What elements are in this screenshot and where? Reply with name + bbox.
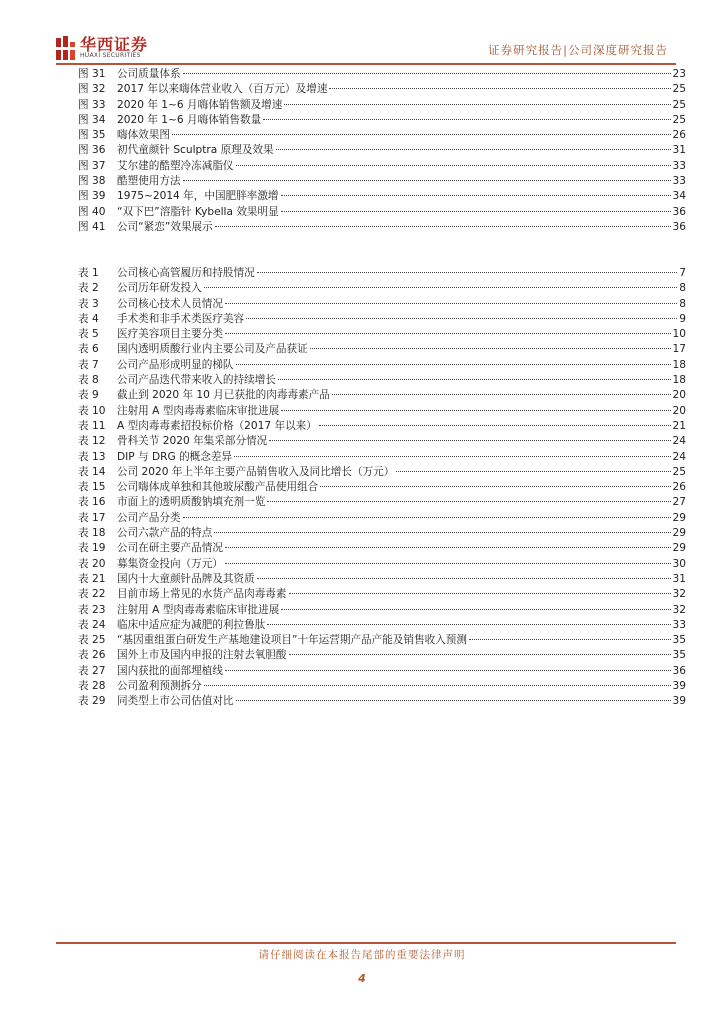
dot-leader (183, 73, 671, 74)
toc-entry[interactable] (78, 112, 686, 127)
entry-page-number: 33 (672, 618, 686, 631)
entry-label: 图 32 (78, 83, 106, 96)
entry-title: 目前市场上常见的水货产品肉毒毒素 (117, 588, 287, 601)
entry-label: 表 11 (78, 419, 106, 432)
entry-title: 公司在研主要产品情况 (117, 542, 223, 555)
entry-label: 表 1 (78, 267, 99, 279)
dot-leader (276, 149, 671, 150)
toc-entry[interactable] (78, 219, 686, 234)
dot-leader (225, 333, 671, 334)
entry-label: 表 20 (78, 557, 106, 570)
toc-entry[interactable] (78, 525, 686, 540)
toc-entry[interactable] (78, 204, 686, 219)
entry-label: 图 34 (78, 113, 106, 126)
logo-english-name: HUAXI SECURITIES (80, 52, 141, 59)
entry-label: 图 36 (78, 144, 106, 157)
entry-title: 注射用 A 型肉毒毒素临床审批进展 (117, 603, 280, 616)
entry-label: 表 5 (78, 328, 99, 341)
entry-page-number: 36 (672, 205, 686, 218)
entry-label: 图 38 (78, 175, 106, 188)
entry-label: 表 26 (78, 649, 106, 662)
entry-page-number: 8 (679, 297, 686, 310)
toc-entry[interactable] (78, 617, 686, 632)
entry-title: 公司盈利预测拆分 (117, 680, 202, 693)
toc-entry[interactable] (78, 341, 686, 356)
toc-entry[interactable] (78, 311, 686, 326)
entry-page-number: 39 (672, 680, 686, 693)
entry-page-number: 31 (672, 144, 686, 157)
entry-label: 表 27 (78, 664, 106, 677)
report-type-label: 证券研究报告|公司深度研究报告 (488, 43, 668, 57)
dot-leader (234, 456, 670, 457)
dot-leader (257, 272, 678, 273)
entry-page-number: 8 (679, 282, 686, 295)
entry-label: 表 8 (78, 374, 99, 387)
entry-page-number: 18 (672, 374, 686, 387)
toc-entry[interactable] (78, 188, 686, 203)
entry-label: 表 21 (78, 572, 106, 585)
footer-divider (56, 942, 676, 944)
dot-leader (319, 425, 671, 426)
entry-title: 市面上的透明质酸钠填充剂一览 (117, 496, 266, 509)
entry-title: 公司产品分类 (117, 511, 181, 524)
entry-label: 表 19 (78, 542, 106, 555)
entry-page-number: 35 (672, 634, 686, 647)
entry-title: 公司产品形成明显的梯队 (117, 358, 234, 371)
entry-label: 表 16 (78, 496, 106, 509)
entry-page-number: 20 (672, 389, 686, 402)
entry-title: 医疗美容项目主要分类 (117, 328, 223, 341)
dot-leader (183, 517, 671, 518)
entry-label: 图 39 (78, 190, 106, 203)
toc-entry[interactable] (78, 556, 686, 571)
dot-leader (183, 180, 671, 181)
entry-page-number: 25 (672, 83, 686, 96)
entry-title: “基因重组蛋白研发生产基地建设项目”十年运营期产品产能及销售收入预测 (117, 634, 467, 647)
dot-leader (236, 165, 671, 166)
entry-page-number: 26 (672, 481, 686, 494)
toc-entry[interactable] (78, 372, 686, 387)
dot-leader (281, 195, 671, 196)
dot-leader (267, 624, 670, 625)
entry-title: 公司历年研发投入 (117, 282, 202, 295)
entry-label: 图 40 (78, 205, 106, 218)
toc-entry[interactable] (78, 479, 686, 494)
toc-entry[interactable] (78, 632, 686, 647)
toc-entry[interactable] (78, 387, 686, 402)
entry-page-number: 33 (672, 159, 686, 172)
entry-page-number: 21 (672, 419, 686, 432)
entry-title: 2020 年 1~6 月嗨体销售额及增速 (117, 98, 283, 111)
entry-title: “双下巴”溶脂针 Kybella 效果明显 (117, 205, 279, 218)
dot-leader (332, 394, 671, 395)
toc-entry[interactable] (78, 464, 686, 479)
entry-label: 表 22 (78, 588, 106, 601)
entry-page-number: 9 (679, 312, 686, 325)
toc-entry[interactable] (78, 326, 686, 341)
entry-page-number: 25 (672, 98, 686, 111)
entry-title: 公司 2020 年上半年主要产品销售收入及同比增长（万元） (117, 465, 395, 478)
entry-label: 表 3 (78, 297, 99, 310)
dot-leader (267, 501, 670, 502)
entry-title: DIP 与 DRG 的概念差异 (117, 450, 233, 463)
entry-page-number: 18 (672, 358, 686, 371)
toc-entry[interactable] (78, 81, 686, 96)
toc-entry[interactable] (78, 494, 686, 509)
entry-page-number: 29 (672, 511, 686, 524)
entry-label: 表 23 (78, 603, 106, 616)
toc-entry[interactable] (78, 433, 686, 448)
dot-leader (225, 670, 671, 671)
entry-title: 注射用 A 型肉毒毒素临床审批进展 (117, 404, 280, 417)
entry-label: 表 12 (78, 435, 106, 448)
toc-entry[interactable] (78, 296, 686, 311)
entry-page-number: 7 (679, 267, 686, 279)
entry-title: 国内十大童颜针品牌及其资质 (117, 572, 255, 585)
entry-label: 表 10 (78, 404, 106, 417)
dot-leader (246, 318, 677, 319)
dot-leader (289, 654, 671, 655)
entry-label: 图 35 (78, 129, 106, 142)
entry-page-number: 36 (672, 220, 686, 233)
toc-entry[interactable] (78, 602, 686, 617)
dot-leader (204, 685, 671, 686)
entry-title: 临床中适应症为减肥的利拉鲁肽 (117, 618, 266, 631)
table-index-list (78, 265, 686, 709)
entry-label: 图 33 (78, 98, 106, 111)
entry-title: 公司质量体系 (117, 68, 181, 80)
entry-label: 表 13 (78, 450, 106, 463)
entry-label: 图 41 (78, 220, 106, 233)
dot-leader (236, 364, 671, 365)
entry-label: 图 31 (78, 68, 106, 80)
toc-entry[interactable] (78, 142, 686, 157)
entry-label: 表 14 (78, 465, 106, 478)
dot-leader (269, 440, 670, 441)
dot-leader (215, 226, 671, 227)
entry-title: 同类型上市公司估值对比 (117, 695, 234, 708)
entry-title: 1975~2014 年，中国肥胖率激增 (117, 190, 279, 203)
entry-label: 表 9 (78, 389, 99, 402)
entry-title: 2020 年 1~6 月嗨体销售数量 (117, 113, 262, 126)
entry-page-number: 30 (672, 557, 686, 570)
entry-title: 手术类和非手术类医疗美容 (117, 312, 245, 325)
dot-leader (278, 379, 671, 380)
entry-label: 表 28 (78, 680, 106, 693)
dot-leader (329, 88, 670, 89)
entry-page-number: 33 (672, 175, 686, 188)
entry-title: 公司产品迭代带来收入的持续增长 (117, 374, 276, 387)
entry-page-number: 29 (672, 542, 686, 555)
entry-page-number: 32 (672, 603, 686, 616)
entry-page-number: 36 (672, 664, 686, 677)
entry-title: 截止到 2020 年 10 月已获批的肉毒毒素产品 (117, 389, 330, 402)
toc-entry[interactable] (78, 449, 686, 464)
entry-page-number: 10 (672, 328, 686, 341)
dot-leader (263, 119, 670, 120)
toc-entry[interactable] (78, 678, 686, 693)
huaxi-logo-icon (56, 36, 76, 60)
dot-leader (225, 547, 671, 548)
header-divider (56, 63, 676, 65)
figure-index-list (78, 66, 686, 234)
logo-chinese-name: 华西证券 (80, 35, 149, 54)
toc-entry[interactable] (78, 158, 686, 173)
dot-leader (257, 578, 671, 579)
toc-entry[interactable] (78, 265, 686, 280)
entry-page-number: 17 (672, 343, 686, 356)
dot-leader (225, 563, 671, 564)
entry-page-number: 23 (672, 68, 686, 80)
toc-entry[interactable] (78, 663, 686, 678)
toc-entry[interactable] (78, 418, 686, 433)
entry-title: 公司核心高管履历和持股情况 (117, 267, 255, 279)
toc-entry[interactable] (78, 66, 686, 81)
dot-leader (225, 303, 677, 304)
toc-entry[interactable] (78, 693, 686, 708)
dot-leader (236, 700, 671, 701)
dot-leader (281, 609, 670, 610)
toc-entry[interactable] (78, 571, 686, 586)
entry-page-number: 20 (672, 404, 686, 417)
toc-entry[interactable] (78, 97, 686, 112)
toc-entry[interactable] (78, 540, 686, 555)
entry-title: 国内透明质酸行业内主要公司及产品获证 (117, 343, 308, 356)
toc-entry[interactable] (78, 357, 686, 372)
entry-label: 表 18 (78, 527, 106, 540)
dot-leader (320, 486, 670, 487)
entry-title: A 型肉毒毒素招投标价格（2017 年以来） (117, 419, 317, 432)
entry-page-number: 29 (672, 527, 686, 540)
entry-page-number: 26 (672, 129, 686, 142)
entry-title: 公司“紧恋”效果展示 (117, 220, 213, 233)
entry-label: 图 37 (78, 159, 106, 172)
toc-entry[interactable] (78, 173, 686, 188)
entry-title: 国外上市及国内申报的注射去氧胆酸 (117, 649, 287, 662)
dot-leader (214, 532, 670, 533)
entry-title: 公司核心技术人员情况 (117, 297, 223, 310)
entry-page-number: 35 (672, 649, 686, 662)
dot-leader (289, 593, 671, 594)
dot-leader (204, 287, 678, 288)
dot-leader (469, 639, 671, 640)
toc-entry[interactable] (78, 280, 686, 295)
entry-page-number: 31 (672, 572, 686, 585)
page-number: 4 (358, 972, 366, 985)
entry-label: 表 15 (78, 481, 106, 494)
entry-title: 艾尔建的酷塑冷冻减脂仪 (117, 159, 234, 172)
page-header (0, 0, 724, 66)
dot-leader (310, 348, 671, 349)
toc-entry[interactable] (78, 510, 686, 525)
entry-label: 表 4 (78, 312, 99, 325)
entry-title: 酷塑使用方法 (117, 175, 181, 188)
dot-leader (284, 104, 670, 105)
entry-label: 表 24 (78, 618, 106, 631)
entry-label: 表 17 (78, 511, 106, 524)
entry-page-number: 25 (672, 113, 686, 126)
entry-title: 嗨体效果图 (117, 129, 170, 142)
toc-entry[interactable] (78, 127, 686, 142)
dot-leader (396, 471, 670, 472)
entry-title: 募集资金投向（万元） (117, 557, 223, 570)
dot-leader (281, 211, 671, 212)
dot-leader (281, 410, 670, 411)
toc-entry[interactable] (78, 586, 686, 601)
entry-page-number: 25 (672, 465, 686, 478)
legal-disclaimer-note: 请仔细阅读在本报告尾部的重要法律声明 (258, 949, 466, 961)
entry-title: 初代童颜针 Sculptra 原理及效果 (117, 144, 274, 157)
entry-page-number: 39 (672, 695, 686, 708)
entry-label: 表 29 (78, 695, 106, 708)
entry-page-number: 24 (672, 435, 686, 448)
entry-label: 表 7 (78, 358, 99, 371)
entry-label: 表 25 (78, 634, 106, 647)
entry-label: 表 6 (78, 343, 99, 356)
toc-entry[interactable] (78, 403, 686, 418)
entry-title: 公司六款产品的特点 (117, 527, 213, 540)
dot-leader (172, 134, 671, 135)
entry-page-number: 32 (672, 588, 686, 601)
entry-title: 公司嗨体成单独和其他玻尿酸产品使用组合 (117, 481, 319, 494)
entry-label: 表 2 (78, 282, 99, 295)
entry-page-number: 34 (672, 190, 686, 203)
entry-page-number: 27 (672, 496, 686, 509)
entry-title: 2017 年以来嗨体营业收入（百万元）及增速 (117, 83, 328, 96)
entry-page-number: 24 (672, 450, 686, 463)
entry-title: 骨科关节 2020 年集采部分情况 (117, 435, 268, 448)
toc-entry[interactable] (78, 647, 686, 662)
entry-title: 国内获批的面部埋植线 (117, 664, 223, 677)
